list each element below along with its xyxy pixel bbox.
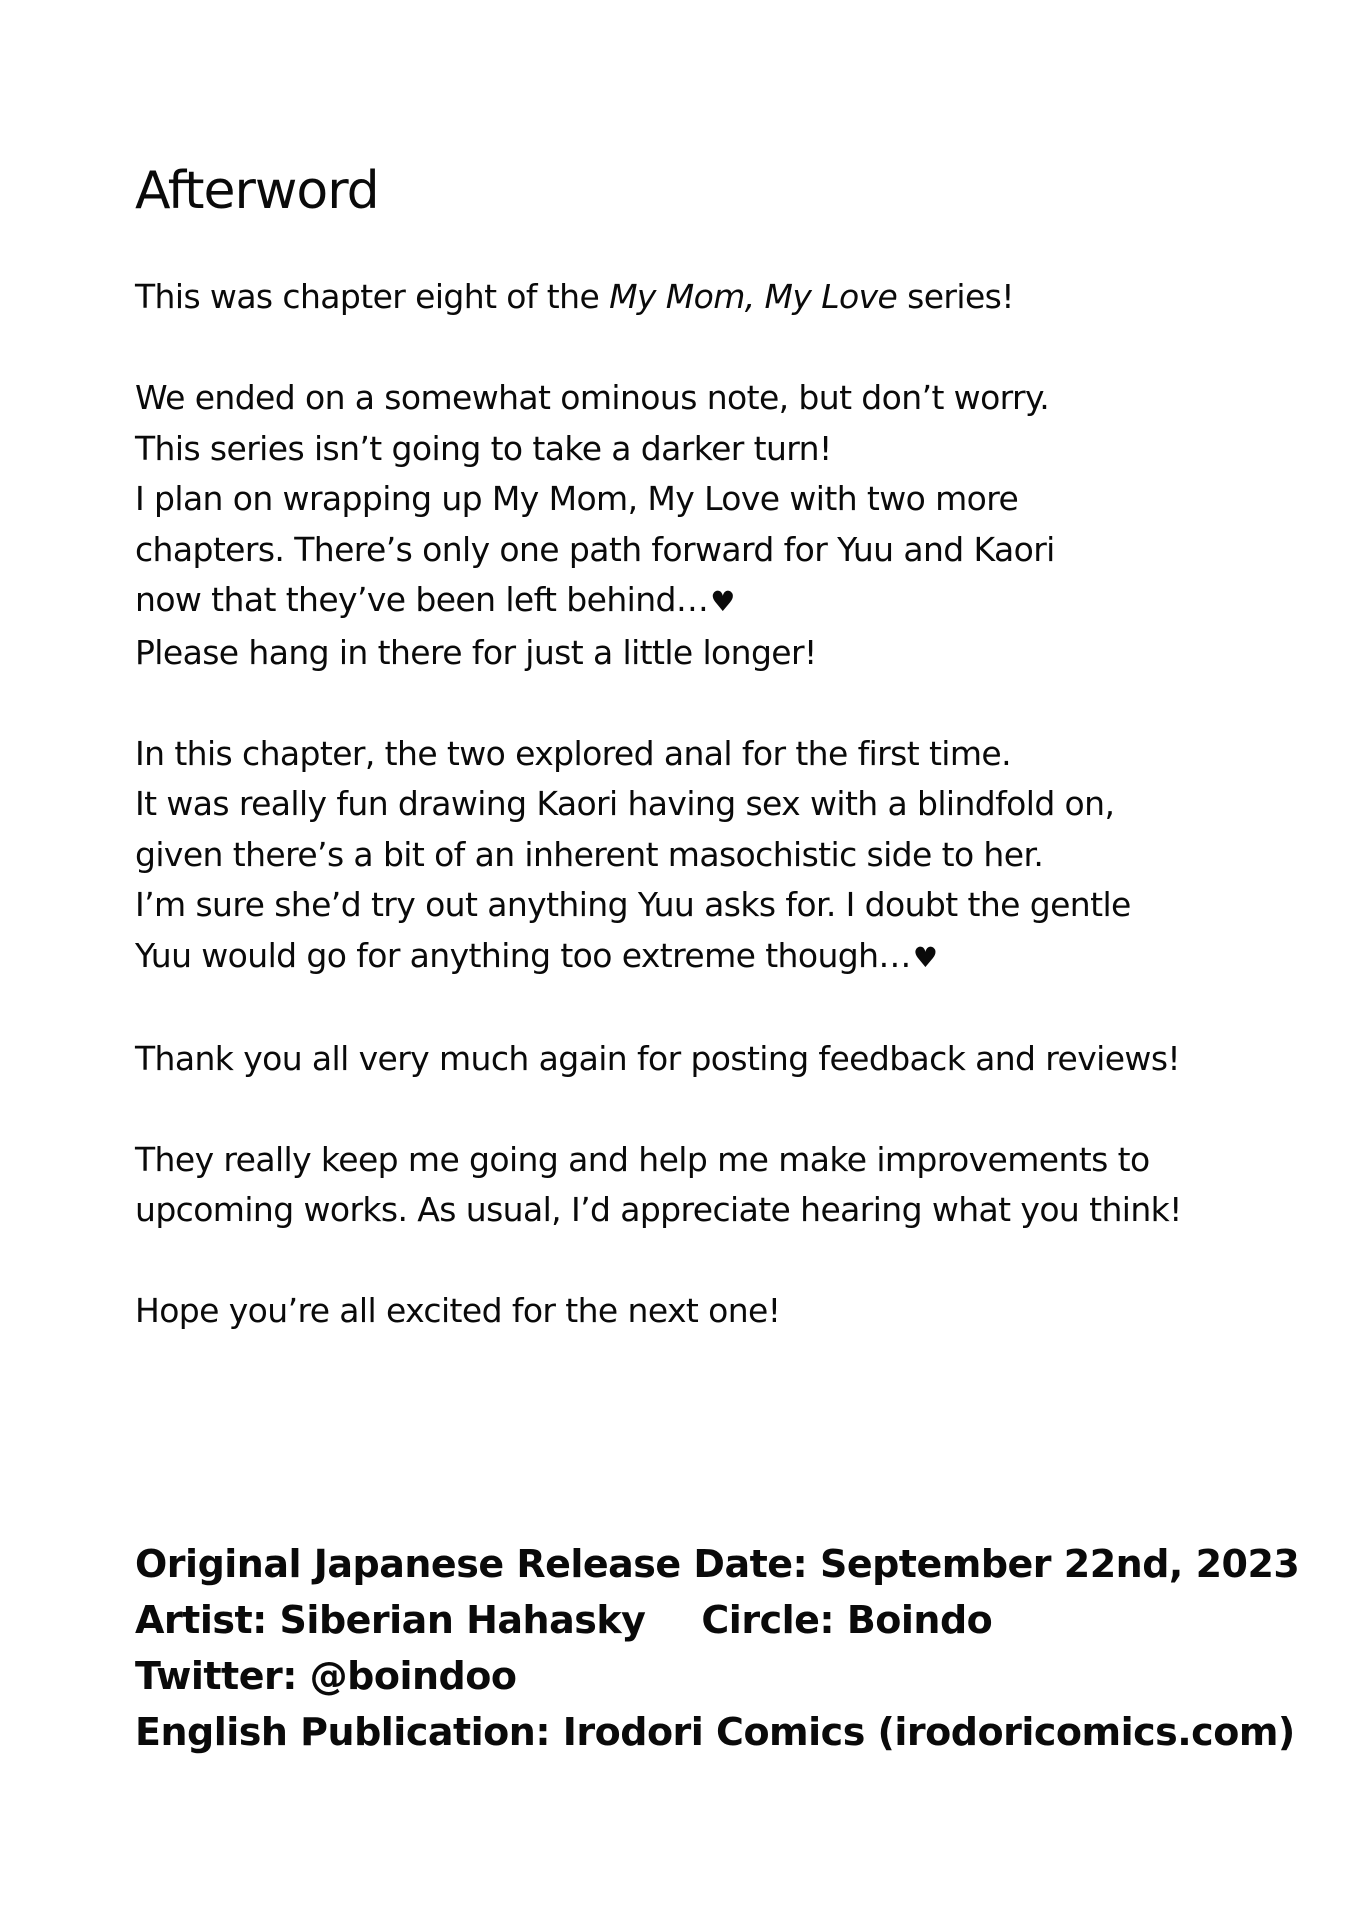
artist-circle-line bbox=[135, 1592, 1265, 1648]
english-publication: English Publication: Irodori Comics (irodoricomics.com) bbox=[135, 1710, 1295, 1754]
text-line: I’m sure she’d try out anything Yuu asks for. I doubt the gentle bbox=[135, 885, 1131, 924]
credits-block bbox=[135, 1536, 1300, 1760]
twitter-handle: Twitter: @boindoo bbox=[135, 1654, 517, 1698]
paragraph-2 bbox=[135, 373, 1265, 678]
text-line: Yuu would go for anything too extreme though… bbox=[135, 935, 911, 975]
page-title: Afterword bbox=[135, 161, 379, 221]
paragraph-5 bbox=[135, 1135, 1265, 1236]
text-line: It was really fun drawing Kaori having sex with a blindfold on, bbox=[135, 784, 1115, 823]
text-line: given there’s a bit of an inherent masochistic side to her. bbox=[135, 834, 1044, 874]
paragraph-intro bbox=[135, 272, 1265, 323]
paragraph-6 bbox=[135, 1286, 1265, 1337]
artist: Artist: Siberian Hahasky bbox=[135, 1598, 646, 1642]
intro-post: series! bbox=[897, 277, 1014, 316]
text-line-with-heart bbox=[135, 575, 1265, 628]
text-line: chapters. There’s only one path forward for Yuu and Kaori bbox=[135, 529, 1055, 569]
text-line: I plan on wrapping up My Mom, My Love with two more bbox=[135, 479, 1019, 518]
afterword-body bbox=[135, 272, 1265, 1387]
intro-line bbox=[135, 272, 1265, 323]
heart-icon: ♥ bbox=[710, 585, 735, 618]
text-line: now that they’ve been left behind… bbox=[135, 580, 709, 619]
text-line: Thank you all very much again for posting feedback and reviews! bbox=[135, 1038, 1181, 1078]
text-line: This series isn’t going to take a darker turn! bbox=[135, 428, 832, 468]
text-line: In this chapter, the two explored anal for the first time. bbox=[135, 733, 1012, 773]
circle: Circle: Boindo bbox=[701, 1598, 993, 1642]
text-line: Hope you’re all excited for the next one! bbox=[135, 1291, 781, 1330]
text-line: Please hang in there for just a little longer! bbox=[135, 632, 817, 672]
text-line: They really keep me going and help me make improvements to bbox=[135, 1139, 1150, 1179]
paragraph-3 bbox=[135, 729, 1265, 984]
heart-icon: ♥ bbox=[912, 940, 938, 974]
text-line: We ended on a somewhat ominous note, but don’t worry. bbox=[135, 378, 1050, 417]
release-date: Original Japanese Release Date: September 22nd, 2023 bbox=[135, 1542, 1300, 1586]
text-line: upcoming works. As usual, I’d appreciate hearing what you think! bbox=[135, 1190, 1182, 1229]
series-title: My Mom, My Love bbox=[609, 277, 898, 316]
afterword-page bbox=[135, 0, 1300, 1926]
intro-pre: This was chapter eight of the bbox=[135, 277, 610, 316]
paragraph-4 bbox=[135, 1034, 1265, 1085]
text-line-with-heart bbox=[135, 931, 1265, 984]
